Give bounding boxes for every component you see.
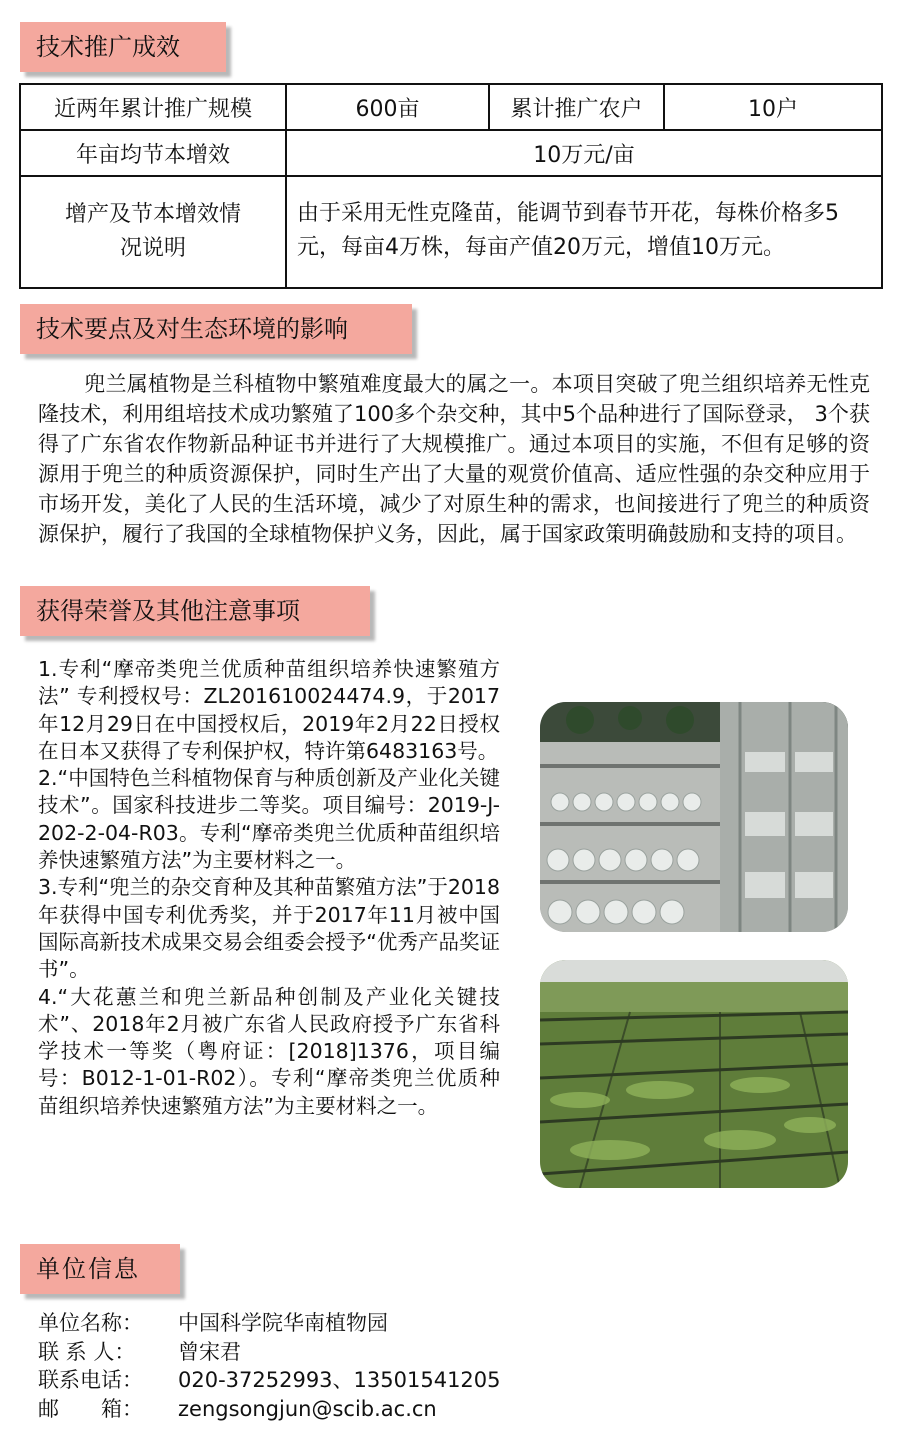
- table-row: [20, 130, 882, 176]
- scale-value: 600亩: [286, 84, 489, 130]
- phone-label: 联系电话：: [38, 1368, 143, 1392]
- honor-item-1: 1.专利“摩帝类兜兰优质种苗组织培养快速繁殖方法” 专利授权号：ZL201610024474.9，于2017年12月29日在中国授权后，2019年2月22日授权在日本又获得了专利保护权，特许第6483163号。: [38, 657, 500, 763]
- section-header-key-points: 技术要点及对生态环境的影响: [20, 304, 412, 354]
- honors-list: [38, 656, 500, 1120]
- phone-value: 020-37252993、13501541205: [178, 1368, 501, 1392]
- explain-text: 由于采用无性克隆苗，能调节到春节开花，每株价格多5元，每亩4万株，每亩产值20万元，增值10万元。: [286, 176, 882, 288]
- contact-row: [38, 1338, 501, 1367]
- email-label: 邮 箱：: [38, 1396, 143, 1421]
- scale-label: 近两年累计推广规模: [20, 84, 286, 130]
- contact-value: 曾宋君: [178, 1339, 241, 1364]
- email-row: [38, 1395, 501, 1424]
- table-row: [20, 84, 882, 130]
- contact-label: 联 系 人：: [38, 1339, 136, 1364]
- unit-name-value: 中国科学院华南植物园: [178, 1311, 388, 1335]
- honor-item-3: 3.专利“兜兰的杂交育种及其种苗繁殖方法”于2018年获得中国专利优秀奖，并于2017年11月被中国国际高新技术成果交易会组委会授予“优秀产品奖证书”。: [38, 875, 500, 982]
- benefit-label: 年亩均节本增效: [20, 130, 286, 176]
- unit-name-row: [38, 1309, 501, 1338]
- section-header-honors: 获得荣誉及其他注意事项: [20, 586, 370, 636]
- greenhouse-seedlings-photo: [540, 960, 848, 1188]
- email-value: zengsongjun@scib.ac.cn: [178, 1396, 437, 1421]
- section-header-promotion: 技术推广成效: [20, 22, 226, 72]
- farmers-value: 10户: [664, 84, 882, 130]
- key-points-paragraph: [38, 369, 870, 549]
- honor-item-4: 4.“大花蕙兰和兜兰新品种创制及产业化关键技术”、2018年2月被广东省人民政府授予广东省科学技术一等奖（粤府证：[2018]1376，项目编号：B012-1-01-R02）。专利“摩帝类兜兰优质种苗组织培养快速繁殖方法”为主要材料之一。: [38, 984, 500, 1118]
- promotion-table: [19, 83, 883, 289]
- explain-label: 增产及节本增效情况说明: [20, 176, 286, 288]
- benefit-value: 10万元/亩: [286, 130, 882, 176]
- phone-row: [38, 1366, 501, 1395]
- section-header-unit: 单位信息: [20, 1244, 180, 1294]
- table-row: [20, 176, 882, 288]
- farmers-label: 累计推广农户: [489, 84, 664, 130]
- unit-info: [38, 1309, 501, 1423]
- tissue-culture-lab-photo: [540, 702, 848, 932]
- honor-item-2: 2.“中国特色兰科植物保育与种质创新及产业化关键技术”。国家科技进步二等奖。项目编号：2019-J-202-2-04-R03。专利“摩帝类兜兰优质种苗组织培养快速繁殖方法”为主要材料之一。: [38, 766, 500, 873]
- key-points-text: 兜兰属植物是兰科植物中繁殖难度最大的属之一。本项目突破了兜兰组织培养无性克隆技术，利用组培技术成功繁殖了100多个杂交种，其中5个品种进行了国际登录， 3个获得了广东省农作物新品种证书并进行了大规模推广。通过本项目的实施，不但有足够的资源用于兜兰的种质资源保护，同时生产出了大量的观赏价值高、适应性强的杂交种应用于市场开发，美化了人民的生活环境，减少了对原生种的需求，也间接进行了兜兰的种质资源保护，履行了我国的全球植物保护义务，因此，属于国家政策明确鼓励和支持的项目。: [38, 372, 870, 546]
- unit-name-label: 单位名称：: [38, 1311, 143, 1335]
